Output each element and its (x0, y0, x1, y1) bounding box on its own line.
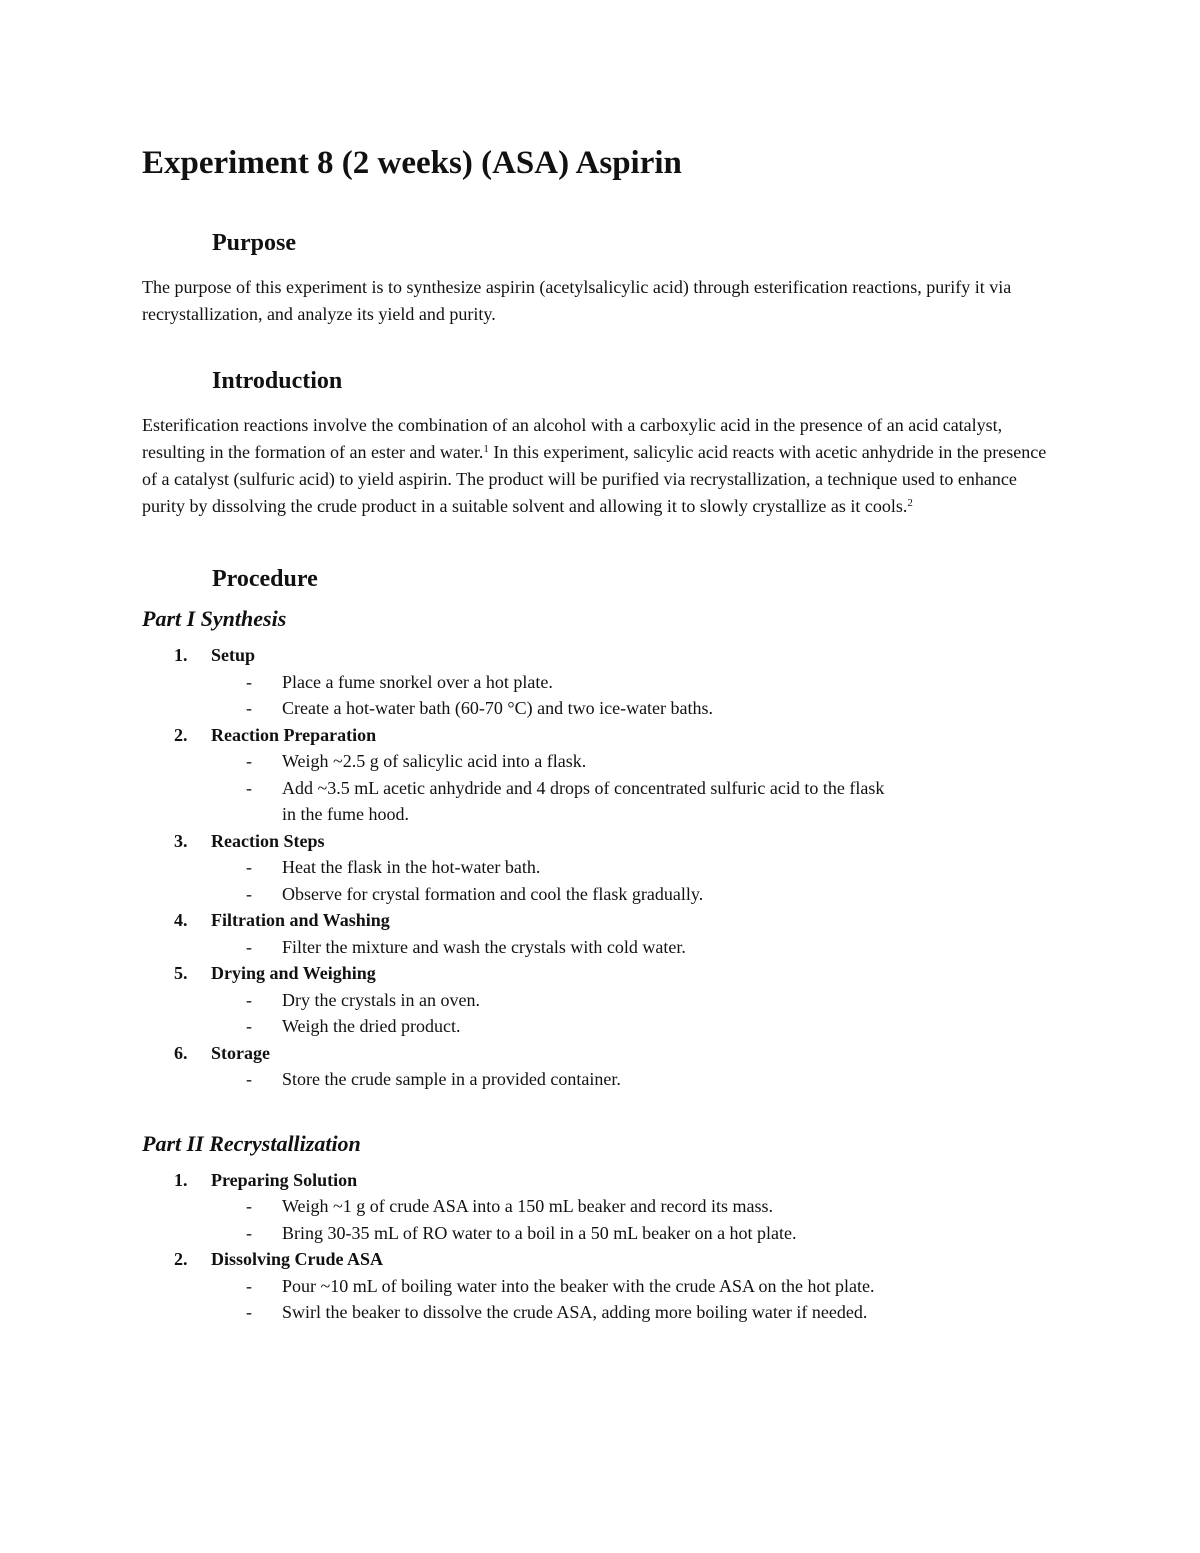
step-sub-item (211, 748, 902, 775)
step-number: 6. (174, 1042, 188, 1063)
step-sub-item-text: Create a hot-water bath (60-70 °C) and two ice-water baths. (282, 698, 714, 718)
step-number: 2. (174, 724, 188, 745)
dash-bullet-icon: - (246, 989, 252, 1010)
introduction-text-part-b: In this experiment, salicylic acid reacts with acetic anhydride in the presence of a catalyst (sulfuric acid) to yield aspirin. The product will be purified via recrystallization, a technique used to enhance purity by dissolving the crude product in a suitable solvent and allowing it to slowly crystallize as it cools. (142, 442, 1047, 516)
part-2-recrystallization (142, 1129, 1062, 1326)
step-sub-item (211, 881, 902, 908)
step-sub-item-text: Add ~3.5 mL acetic anhydride and 4 drops of concentrated sulfuric acid to the flask in the fume hood. (282, 777, 885, 824)
part-1-title: Part I Synthesis (142, 606, 287, 631)
step-sub-item (211, 854, 902, 881)
step-sub-items (211, 1273, 1062, 1326)
step-sub-item (211, 1299, 902, 1326)
part-2-steps (142, 1167, 1062, 1326)
purpose-text: The purpose of this experiment is to synthesize aspirin (acetylsalicylic acid) through esterification reactions, purify it via recrystallization, and analyze its yield and purity. (142, 277, 1012, 324)
dash-bullet-icon: - (246, 1222, 252, 1243)
step-sub-item-text: Place a fume snorkel over a hot plate. (282, 671, 553, 692)
part-1-step (142, 828, 1062, 908)
step-title: Reaction Preparation (211, 724, 377, 745)
part-2-step (142, 1246, 1062, 1326)
step-sub-items (211, 748, 1062, 828)
step-title: Drying and Weighing (211, 963, 376, 983)
step-number: 4. (174, 910, 188, 930)
step-sub-item-text: Bring 30-35 mL of RO water to a boil in a 50 mL beaker on a hot plate. (282, 1222, 797, 1243)
step-sub-item-text: Weigh ~1 g of crude ASA into a 150 mL beaker and record its mass. (282, 1196, 774, 1216)
part-1-steps (142, 642, 1062, 1093)
step-number: 2. (174, 1249, 188, 1269)
step-title: Filtration and Washing (211, 910, 390, 930)
step-sub-item (211, 934, 902, 961)
step-title: Dissolving Crude ASA (211, 1249, 384, 1269)
step-number: 1. (174, 1169, 188, 1190)
step-sub-items (211, 934, 1062, 961)
dash-bullet-icon: - (246, 1302, 252, 1322)
part-2-title: Part II Recrystallization (142, 1130, 361, 1156)
dash-bullet-icon: - (246, 698, 252, 718)
introduction-heading: Introduction (212, 368, 343, 394)
step-sub-items (211, 854, 1062, 907)
step-sub-item (211, 1066, 902, 1093)
dash-bullet-icon: - (246, 857, 252, 877)
procedure-heading: Procedure (212, 566, 318, 592)
part-2-step (142, 1167, 1062, 1247)
step-sub-items (211, 1193, 1062, 1246)
step-sub-item-text: Weigh ~2.5 g of salicylic acid into a flask. (282, 751, 587, 771)
step-sub-item-text: Weigh the dried product. (282, 1016, 461, 1036)
purpose-section (142, 226, 1062, 328)
step-sub-item (211, 669, 902, 696)
part-1-synthesis (142, 604, 1062, 1093)
step-sub-items (211, 669, 1062, 722)
step-title: Preparing Solution (211, 1169, 358, 1190)
part-1-step (142, 960, 1062, 1040)
step-sub-items (211, 987, 1062, 1040)
step-sub-item (211, 987, 902, 1014)
step-sub-item (211, 1273, 902, 1300)
step-sub-item-text: Filter the mixture and wash the crystals with cold water. (282, 936, 686, 957)
introduction-section (142, 364, 1062, 520)
document-title: Experiment 8 (2 weeks) (ASA) Aspirin (142, 145, 682, 181)
purpose-heading: Purpose (212, 230, 296, 256)
step-title: Reaction Steps (211, 830, 325, 851)
procedure-section (142, 562, 1062, 1326)
introduction-text-part-a: Esterification reactions involve the combination of an alcohol with a carboxylic acid in the presence of an acid catalyst, resulting in the formation of an ester and water. (142, 415, 1003, 462)
step-sub-item (211, 1013, 902, 1040)
step-number: 3. (174, 830, 188, 851)
dash-bullet-icon: - (246, 751, 252, 771)
dash-bullet-icon: - (246, 1016, 252, 1036)
step-sub-item-text: Swirl the beaker to dissolve the crude ASA, adding more boiling water if needed. (282, 1302, 868, 1322)
dash-bullet-icon: - (246, 671, 252, 692)
reference-1: 1 (483, 443, 489, 455)
part-1-step (142, 907, 1062, 960)
document-page (142, 140, 1062, 1326)
step-sub-item-text: Heat the flask in the hot-water bath. (282, 857, 541, 877)
step-sub-item (211, 1220, 902, 1247)
dash-bullet-icon: - (246, 936, 252, 957)
step-sub-item (211, 695, 902, 722)
step-sub-item (211, 775, 902, 828)
part-1-step (142, 1040, 1062, 1093)
step-sub-items (211, 1066, 1062, 1093)
dash-bullet-icon: - (246, 1069, 252, 1089)
dash-bullet-icon: - (246, 1196, 252, 1216)
step-title: Setup (211, 645, 256, 665)
step-number: 5. (174, 963, 188, 983)
introduction-text (142, 412, 1062, 520)
dash-bullet-icon: - (246, 1275, 252, 1296)
step-sub-item (211, 1193, 902, 1220)
dash-bullet-icon: - (246, 777, 252, 798)
part-1-step (142, 642, 1062, 722)
dash-bullet-icon: - (246, 883, 252, 904)
step-sub-item-text: Dry the crystals in an oven. (282, 989, 480, 1010)
step-sub-item-text: Store the crude sample in a provided container. (282, 1069, 621, 1089)
step-sub-item-text: Observe for crystal formation and cool the flask gradually. (282, 883, 704, 904)
part-1-step (142, 722, 1062, 828)
step-title: Storage (211, 1042, 270, 1063)
reference-2: 2 (907, 497, 913, 509)
step-sub-item-text: Pour ~10 mL of boiling water into the beaker with the crude ASA on the hot plate. (282, 1275, 875, 1296)
step-number: 1. (174, 645, 188, 665)
